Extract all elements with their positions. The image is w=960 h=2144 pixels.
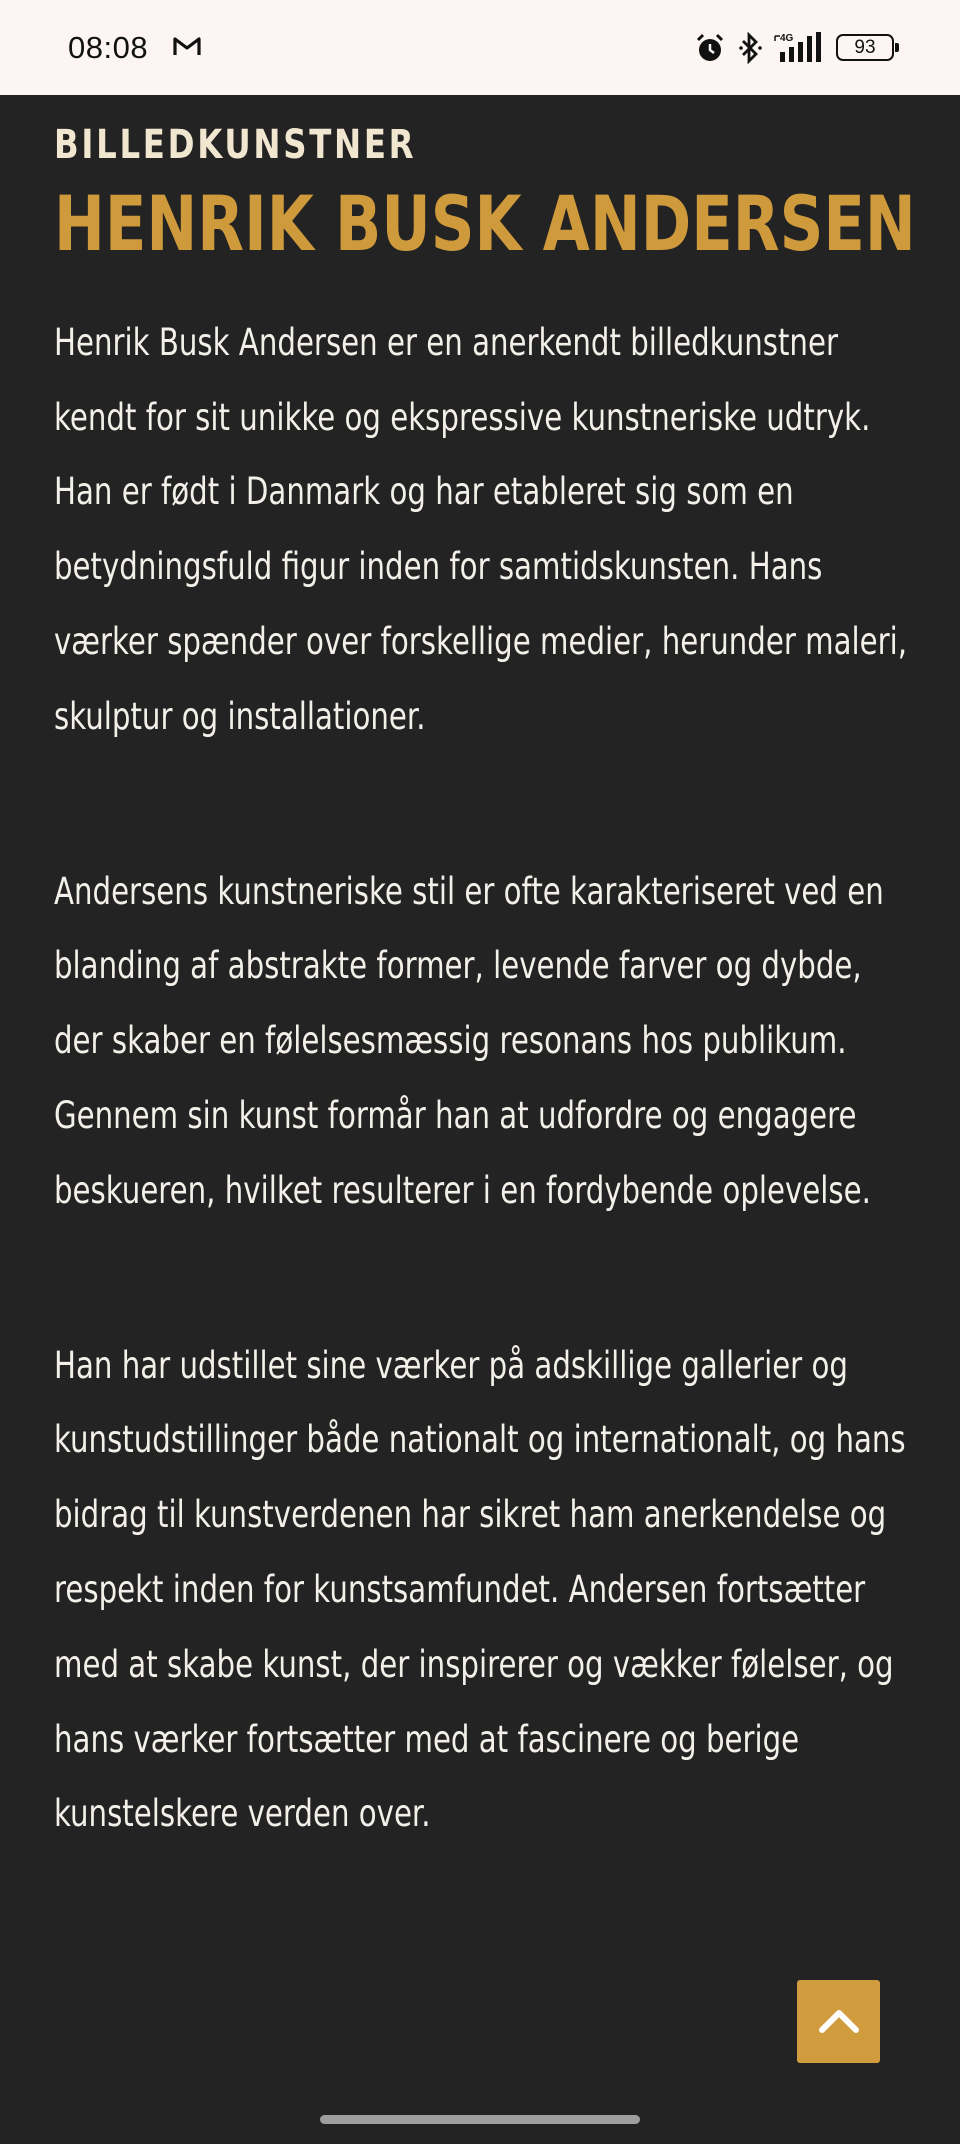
status-left — [68, 30, 202, 66]
scroll-to-top-button[interactable] — [797, 1980, 880, 2063]
network-type: 4G — [780, 32, 794, 44]
alarm-icon — [694, 32, 726, 64]
bio-paragraph: Andersens kunstneriske stil er ofte karakteriseret ved en blanding af abstrakte former, levende farver og dybde, der skaber en følelsesmæssig resonans hos publikum. Gennem sin kunst formår han at udfordre og engagere beskueren, hvilket resulterer i en fordybende oplevelse. — [54, 869, 884, 1212]
gmail-icon — [172, 34, 202, 62]
chevron-up-icon — [817, 2005, 861, 2039]
bio-paragraph: Han har udstillet sine værker på adskillige gallerier og kunstudstillinger både nationalt og internationalt, og hans bidrag til kunstverdenen har sikret ham anerkendelse og respekt inden for kunstsamfundet. Andersen fortsætter med at skabe kunst, der inspirerer og vækker følelser, og hans værker fortsætter med at fascinere og berige kunstelskere verden over. — [54, 1343, 906, 1836]
battery-level: 93 — [854, 36, 876, 58]
artist-name: HENRIK BUSK ANDERSEN — [54, 179, 916, 268]
artist-bio — [54, 306, 907, 1852]
battery-icon — [836, 34, 894, 61]
artist-article — [54, 95, 914, 1952]
status-right — [694, 32, 894, 64]
artist-category: BILLEDKUNSTNER — [54, 122, 417, 168]
bluetooth-icon — [738, 32, 762, 64]
status-bar — [0, 0, 960, 95]
bio-paragraph: Henrik Busk Andersen er en anerkendt billedkunstner kendt for sit unikke og ekspressive kunstneriske udtryk. Han er født i Danmark og har etableret sig som en betydningsfuld figur inden for samtidskunsten. Hans værker spænder over forskellige medier, herunder maleri, skulptur og installationer. — [54, 320, 908, 738]
signal-icon — [774, 32, 824, 64]
home-indicator[interactable] — [320, 2115, 640, 2124]
status-time: 08:08 — [68, 29, 149, 65]
